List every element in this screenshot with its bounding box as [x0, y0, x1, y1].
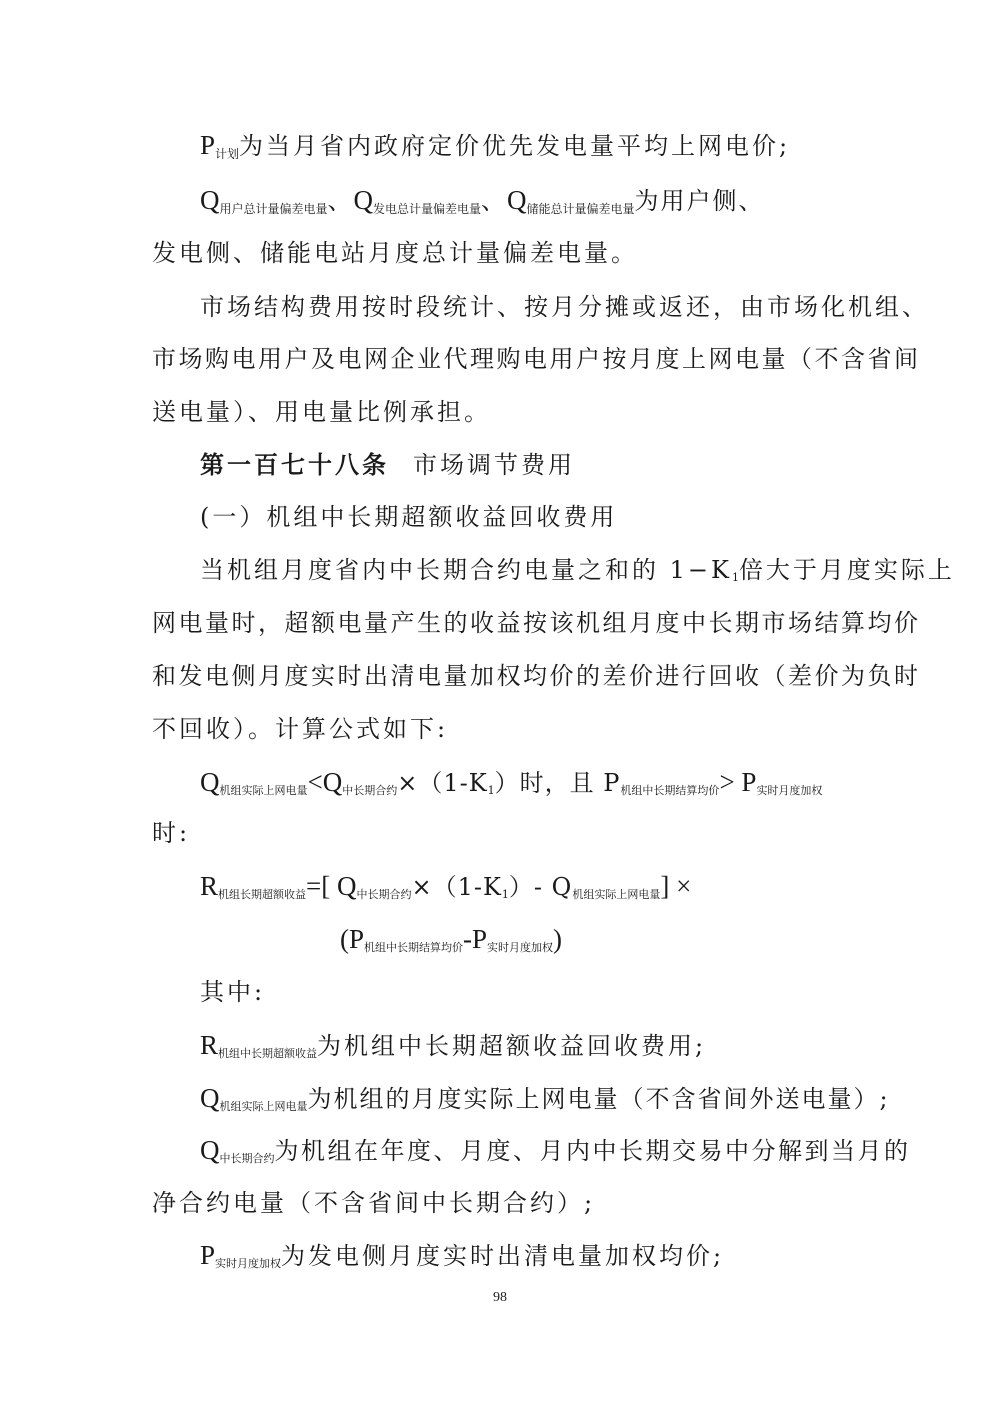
line-text: 为机组在年度、月度、月内中长期交易中分解到当月的 [274, 1137, 911, 1165]
article-number: 第一百七十八条 [200, 450, 389, 479]
formula-main [200, 869, 850, 909]
subscript: 实时月度加权 [756, 784, 823, 797]
operator: > P [719, 767, 757, 797]
subscript: 实时月度加权 [215, 1257, 282, 1270]
text-line: 净合约电量（不含省间中长期合约）; [152, 1189, 596, 1217]
text-line [200, 553, 955, 592]
text-line: 市场购电用户及电网企业代理购电用户按月度上网电量（不含省间 [152, 345, 921, 373]
separator: 、 [481, 187, 508, 215]
text-line: 和发电侧月度实时出清电量加权均价的差价进行回收（差价为负时 [152, 662, 921, 690]
subscript: 用户总计量偏差电量 [219, 202, 328, 216]
var-q: Q [200, 185, 220, 215]
var-p: P [200, 1240, 216, 1270]
subscript: 1 [501, 888, 509, 901]
definition-q-actual [200, 1081, 890, 1121]
var-r: R [200, 1030, 219, 1060]
formula-text: ×（1-K [397, 769, 488, 797]
operator: ) [553, 924, 563, 954]
formula-condition [200, 765, 850, 805]
para-p-plan [200, 128, 850, 167]
operator: -P [463, 924, 488, 954]
subscript: 计划 [215, 147, 240, 161]
definition-p-realtime [200, 1238, 850, 1278]
operator: <Q [307, 767, 343, 797]
subscript: 实时月度加权 [487, 941, 554, 954]
line-text: 为发电侧月度实时出清电量加权均价; [281, 1242, 725, 1270]
text-line: 不回收）。计算公式如下: [152, 715, 449, 743]
formula-text: ）时，且 P [494, 769, 621, 797]
line-text: 为机组的月度实际上网电量（不含省间外送电量）; [307, 1085, 890, 1113]
text-line: 其中: [200, 978, 266, 1006]
text-line: 网电量时，超额电量产生的收益按该机组月度中长期市场结算均价 [152, 609, 921, 637]
section-heading: (一）机组中长期超额收益回收费用 [200, 503, 618, 531]
definition-r [200, 1028, 850, 1068]
var-q: Q [353, 185, 374, 215]
subscript: 机组中长期结算均价 [620, 784, 720, 797]
var-q: Q [200, 1135, 220, 1165]
definition-q-contract [200, 1133, 911, 1173]
subscript: 发电总计量偏差电量 [373, 202, 482, 216]
subscript: 机组实际上网电量 [219, 784, 308, 797]
var-q: Q [200, 767, 220, 797]
para-q-deviation [200, 183, 850, 222]
formula-text: ）- Q [508, 873, 573, 901]
subscript: 机组中长期结算均价 [364, 941, 464, 954]
subscript: 机组中长期超额收益 [218, 1047, 318, 1060]
article-heading [200, 448, 850, 482]
line-text: 倍大于月度实际上 [738, 556, 955, 584]
operator: (P [340, 924, 365, 954]
subscript: 中长期合约 [342, 784, 398, 797]
subscript: 中长期合约 [219, 1152, 275, 1165]
subscript: 机组长期超额收益 [218, 888, 307, 901]
subscript: 机组实际上网电量 [219, 1100, 308, 1113]
article-title: 市场调节费用 [413, 451, 575, 479]
formula-text: ×（1-K [411, 873, 502, 901]
line-text: 为当月省内政府定价优先发电量平均上网电价; [239, 132, 791, 160]
text-line: 送电量）、用电量比例承担。 [152, 398, 491, 426]
line-text: 为机组中长期超额收益回收费用; [317, 1032, 707, 1060]
var-p: P [200, 130, 216, 160]
line-text: 当机组月度省内中长期合约电量之和的 1−K [200, 556, 732, 584]
text-line: 时: [152, 819, 191, 847]
var-q: Q [507, 185, 527, 215]
line-text: 为用户侧、 [634, 187, 765, 215]
subscript: 中长期合约 [356, 888, 412, 901]
var-q: Q [200, 1083, 220, 1113]
operator: =[ Q [306, 871, 357, 901]
subscript: 1 [731, 571, 739, 584]
operator: ] × [660, 871, 692, 901]
subscript: 机组实际上网电量 [572, 888, 661, 901]
text-line: 市场结构费用按时段统计、按月分摊或返还，由市场化机组、 [200, 293, 929, 321]
page-number: 98 [493, 1290, 507, 1305]
subscript: 1 [487, 784, 495, 797]
text-line: 发电侧、储能电站月度总计量偏差电量。 [152, 239, 638, 267]
separator: 、 [327, 187, 354, 215]
subscript: 储能总计量偏差电量 [526, 202, 635, 216]
formula-continuation [340, 922, 850, 962]
var-r: R [200, 871, 219, 901]
